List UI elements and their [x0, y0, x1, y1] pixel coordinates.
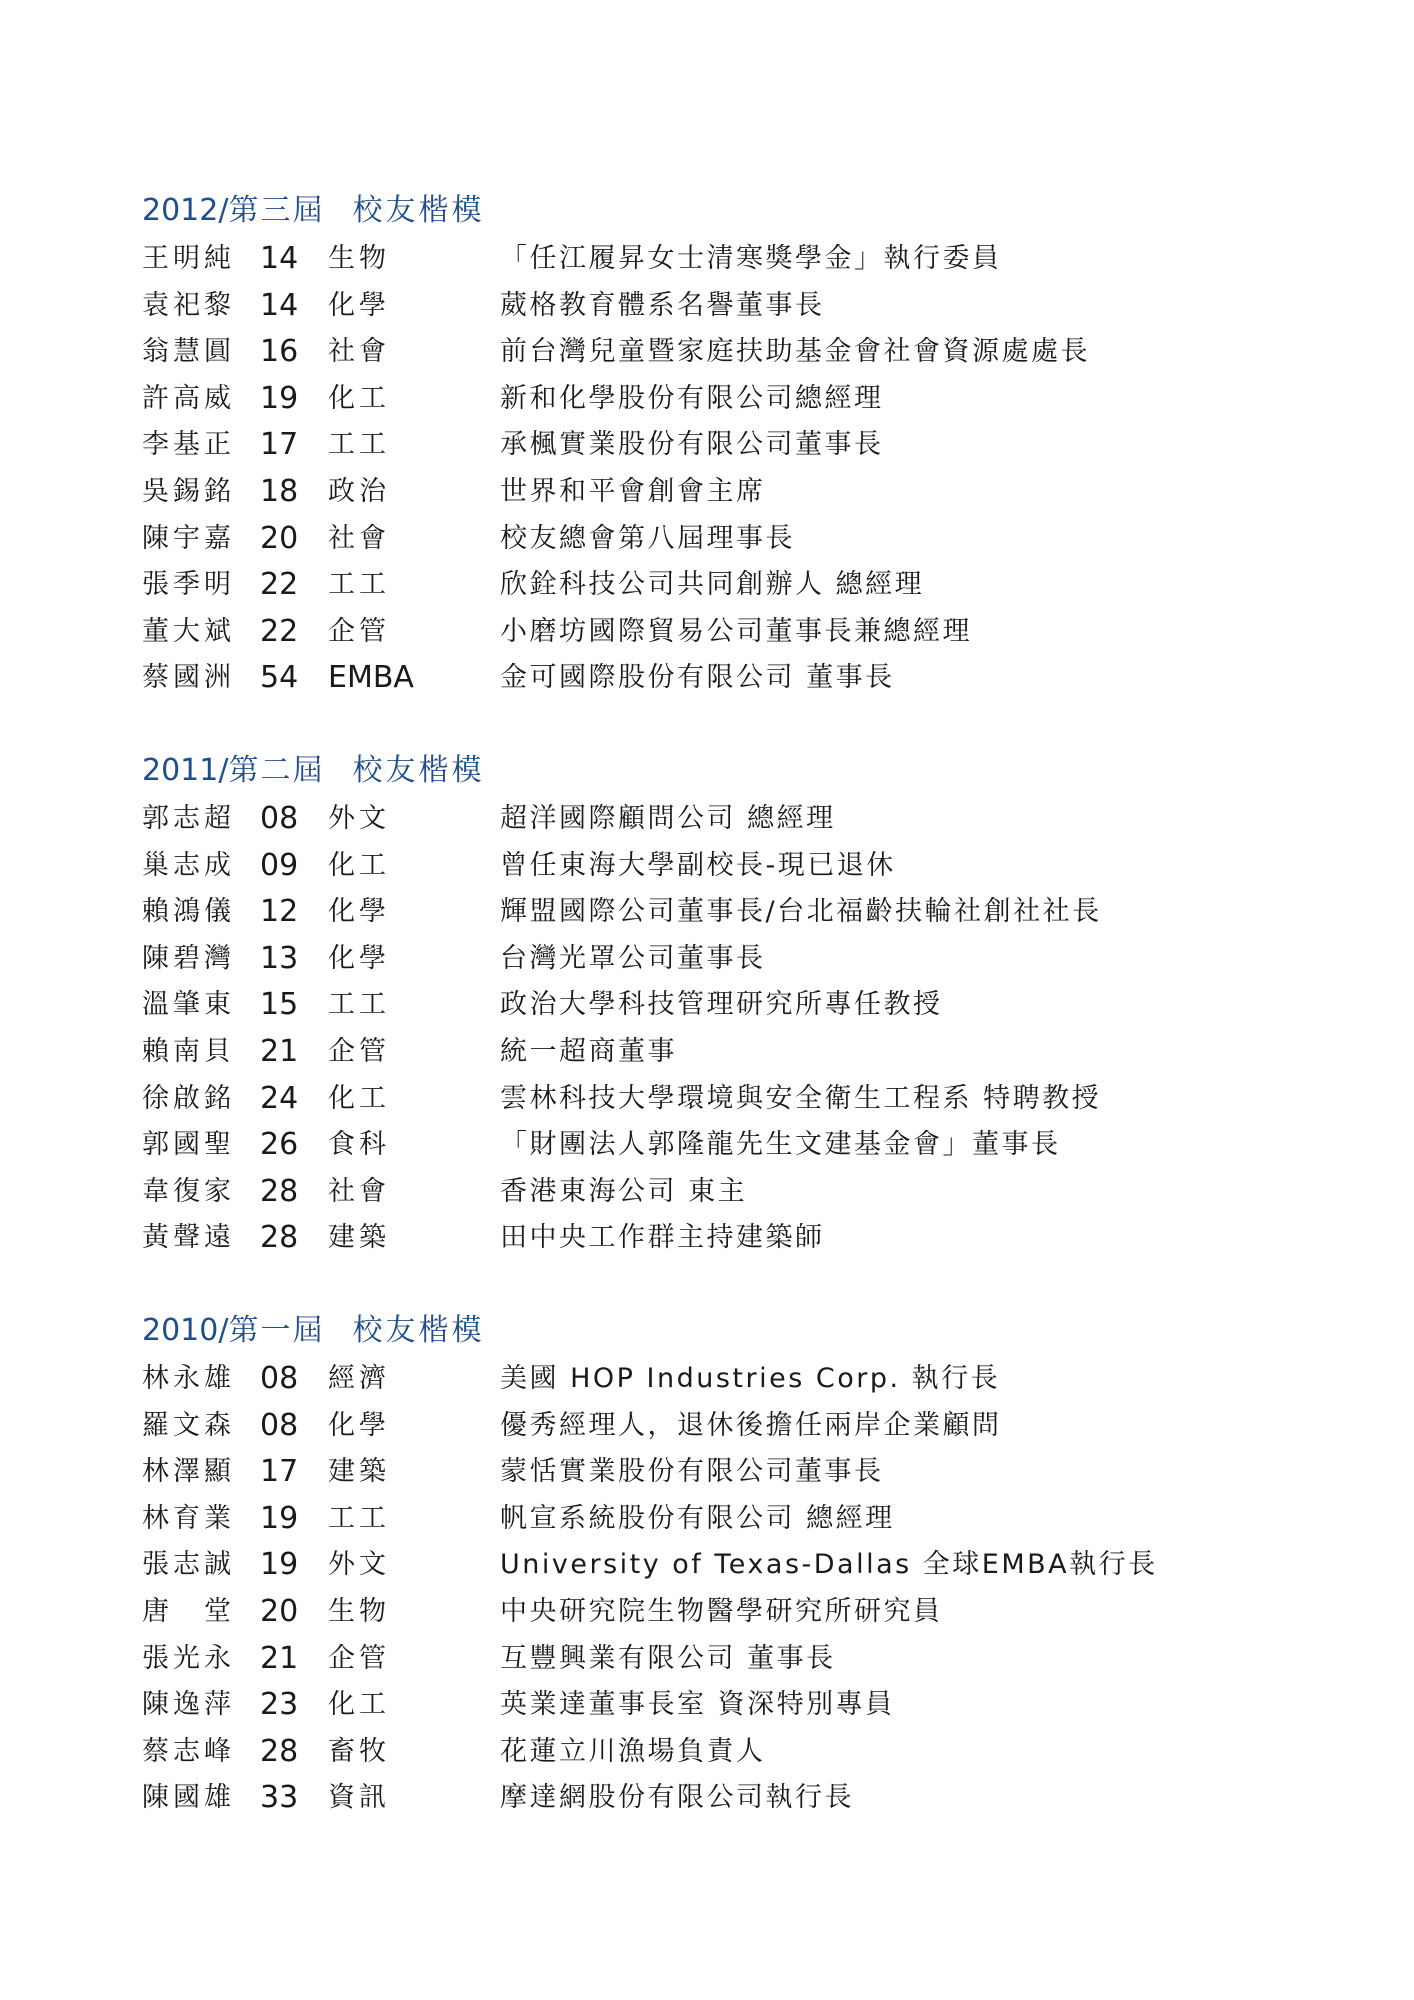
alumni-department: 企管 — [328, 1642, 390, 1674]
alumni-row — [142, 283, 1292, 330]
alumni-row — [142, 796, 1292, 843]
alumni-title: 承楓實業股份有限公司董事長 — [500, 429, 884, 461]
alumni-name: 郭國聖 — [142, 1129, 235, 1161]
alumni-name: 張志誠 — [142, 1549, 235, 1581]
alumni-name: 林永雄 — [142, 1363, 235, 1394]
alumni-department: 社會 — [328, 522, 390, 554]
alumni-list — [142, 1356, 1292, 1822]
alumni-class-number: 21 — [260, 1640, 299, 1676]
alumni-department: 政治 — [328, 475, 390, 507]
alumni-class-number: 33 — [260, 1780, 299, 1816]
alumni-class-number: 15 — [260, 987, 299, 1023]
section-year: 2012/ — [142, 193, 229, 228]
alumni-title: 香港東海公司 東主 — [500, 1175, 748, 1207]
section-title: 校友楷模 — [352, 193, 485, 228]
section-year: 2010/ — [142, 1313, 229, 1348]
alumni-row — [142, 1449, 1292, 1496]
alumni-row — [142, 376, 1292, 423]
alumni-row — [142, 1076, 1292, 1123]
alumni-row — [142, 1122, 1292, 1169]
section-heading — [142, 746, 1292, 796]
alumni-row — [142, 1682, 1292, 1729]
alumni-title: 台灣光罩公司董事長 — [500, 942, 766, 974]
alumni-class-number: 19 — [260, 1547, 299, 1583]
alumni-department: 化工 — [328, 1082, 390, 1114]
alumni-name: 韋復家 — [142, 1175, 235, 1207]
alumni-department: 社會 — [328, 336, 390, 368]
alumni-name: 陳逸萍 — [142, 1689, 235, 1721]
alumni-row — [142, 1496, 1292, 1543]
alumni-department: EMBA — [328, 660, 414, 696]
alumni-class-number: 08 — [260, 1407, 299, 1443]
alumni-row — [142, 1542, 1292, 1589]
alumni-department: 生物 — [328, 1595, 390, 1627]
section-heading — [142, 1306, 1292, 1356]
alumni-name: 賴鴻儀 — [142, 896, 235, 928]
alumni-row — [142, 655, 1292, 702]
alumni-class-number: 28 — [260, 1220, 299, 1256]
alumni-name: 溫肇東 — [142, 989, 235, 1021]
alumni-title: 帆宣系統股份有限公司 總經理 — [500, 1502, 895, 1534]
alumni-row — [142, 1729, 1292, 1776]
alumni-title: 葳格教育體系名譽董事長 — [500, 289, 825, 321]
alumni-class-number: 54 — [260, 660, 299, 696]
alumni-department: 資訊 — [328, 1782, 390, 1814]
alumni-name: 董大斌 — [142, 615, 235, 647]
alumni-row — [142, 329, 1292, 376]
alumni-class-number: 20 — [260, 1593, 299, 1629]
section-year: 2011/ — [142, 753, 229, 788]
alumni-title: 美國 HOP Industries Corp. 執行長 — [500, 1363, 1001, 1394]
alumni-name: 唐 堂 — [142, 1595, 235, 1627]
alumni-department: 經濟 — [328, 1363, 390, 1394]
alumni-name: 賴南貝 — [142, 1035, 235, 1067]
alumni-name: 徐啟銘 — [142, 1082, 235, 1114]
alumni-title: 蒙恬實業股份有限公司董事長 — [500, 1456, 884, 1488]
alumni-row — [142, 1215, 1292, 1262]
alumni-name: 張季明 — [142, 569, 235, 601]
alumni-name: 陳碧灣 — [142, 942, 235, 974]
alumni-title: 政治大學科技管理研究所專任教授 — [500, 989, 943, 1021]
alumni-row — [142, 1589, 1292, 1636]
alumni-name: 許高威 — [142, 382, 235, 414]
alumni-class-number: 19 — [260, 1500, 299, 1536]
alumni-name: 蔡志峰 — [142, 1735, 235, 1767]
alumni-department: 工工 — [328, 429, 390, 461]
alumni-name: 巢志成 — [142, 849, 235, 881]
alumni-name: 李基正 — [142, 429, 235, 461]
alumni-department: 化工 — [328, 1689, 390, 1721]
alumni-row — [142, 843, 1292, 890]
alumni-class-number: 08 — [260, 801, 299, 836]
alumni-title: 世界和平會創會主席 — [500, 475, 766, 507]
alumni-department: 化工 — [328, 849, 390, 881]
alumni-name: 張光永 — [142, 1642, 235, 1674]
alumni-row — [142, 422, 1292, 469]
alumni-row — [142, 936, 1292, 983]
alumni-class-number: 19 — [260, 380, 299, 416]
alumni-row — [142, 1356, 1292, 1403]
alumni-title: 新和化學股份有限公司總經理 — [500, 382, 884, 414]
alumni-list — [142, 236, 1292, 702]
alumni-name: 黃聲遠 — [142, 1222, 235, 1254]
alumni-title: University of Texas-Dallas 全球EMBA執行長 — [500, 1549, 1158, 1581]
alumni-title: 欣銓科技公司共同創辦人 總經理 — [500, 569, 925, 601]
section-title: 校友楷模 — [352, 1313, 485, 1348]
alumni-department: 工工 — [328, 989, 390, 1021]
alumni-title: 摩達網股份有限公司執行長 — [500, 1782, 854, 1814]
alumni-name: 蔡國洲 — [142, 662, 235, 694]
section-title: 校友楷模 — [352, 753, 485, 788]
alumni-row — [142, 562, 1292, 609]
section-2010 — [142, 1306, 1292, 1822]
alumni-department: 化學 — [328, 1409, 390, 1441]
section-heading — [142, 186, 1292, 236]
alumni-row — [142, 1403, 1292, 1450]
alumni-row — [142, 1169, 1292, 1216]
alumni-row — [142, 1775, 1292, 1822]
alumni-class-number: 09 — [260, 847, 299, 883]
section-2012 — [142, 186, 1292, 702]
alumni-name: 陳宇嘉 — [142, 522, 235, 554]
alumni-class-number: 18 — [260, 473, 299, 509]
alumni-title: 超洋國際顧問公司 總經理 — [500, 803, 836, 834]
alumni-title: 優秀經理人，退休後擔任兩岸企業顧問 — [500, 1409, 1002, 1441]
alumni-name: 羅文森 — [142, 1409, 235, 1441]
alumni-title: 「任江履昇女士清寒獎學金」執行委員 — [500, 243, 1002, 274]
alumni-class-number: 12 — [260, 894, 299, 930]
alumni-class-number: 13 — [260, 940, 299, 976]
alumni-row — [142, 1029, 1292, 1076]
alumni-name: 吳錫銘 — [142, 475, 235, 507]
alumni-class-number: 14 — [260, 287, 299, 323]
alumni-title: 花蓮立川漁場負責人 — [500, 1735, 766, 1767]
alumni-class-number: 14 — [260, 241, 299, 276]
alumni-title: 曾任東海大學副校長-現已退休 — [500, 849, 896, 881]
alumni-department: 生物 — [328, 243, 390, 274]
alumni-title: 金可國際股份有限公司 董事長 — [500, 662, 895, 694]
alumni-class-number: 28 — [260, 1173, 299, 1209]
alumni-title: 統一超商董事 — [500, 1035, 677, 1067]
alumni-department: 化學 — [328, 942, 390, 974]
alumni-title: 中央研究院生物醫學研究所研究員 — [500, 1595, 943, 1627]
alumni-row — [142, 889, 1292, 936]
alumni-department: 畜牧 — [328, 1735, 390, 1767]
alumni-department: 食科 — [328, 1129, 390, 1161]
alumni-class-number: 08 — [260, 1361, 299, 1396]
alumni-class-number: 28 — [260, 1733, 299, 1769]
alumni-row — [142, 236, 1292, 283]
alumni-class-number: 20 — [260, 520, 299, 556]
alumni-department: 建築 — [328, 1222, 390, 1254]
alumni-title: 「財團法人郭隆龍先生文建基金會」董事長 — [500, 1129, 1061, 1161]
alumni-department: 建築 — [328, 1456, 390, 1488]
alumni-department: 化學 — [328, 896, 390, 928]
alumni-title: 小磨坊國際貿易公司董事長兼總經理 — [500, 615, 972, 647]
section-session: 第三屆 — [228, 193, 325, 228]
alumni-department: 企管 — [328, 1035, 390, 1067]
alumni-row — [142, 1636, 1292, 1683]
alumni-class-number: 17 — [260, 1454, 299, 1490]
alumni-class-number: 24 — [260, 1080, 299, 1116]
alumni-class-number: 16 — [260, 334, 299, 370]
section-session: 第一屆 — [228, 1313, 325, 1348]
alumni-title: 校友總會第八屆理事長 — [500, 522, 795, 554]
alumni-name: 袁祀黎 — [142, 289, 235, 321]
alumni-name: 翁慧圓 — [142, 336, 235, 368]
alumni-title: 田中央工作群主持建築師 — [500, 1222, 825, 1254]
section-session: 第二屆 — [228, 753, 325, 788]
alumni-class-number: 26 — [260, 1127, 299, 1163]
alumni-list — [142, 796, 1292, 1262]
alumni-class-number: 22 — [260, 613, 299, 649]
alumni-name: 陳國雄 — [142, 1782, 235, 1814]
alumni-department: 工工 — [328, 569, 390, 601]
alumni-class-number: 22 — [260, 567, 299, 603]
alumni-title: 輝盟國際公司董事長/台北福齡扶輪社創社社長 — [500, 896, 1102, 928]
alumni-name: 林育業 — [142, 1502, 235, 1534]
alumni-name: 王明純 — [142, 243, 235, 274]
alumni-row — [142, 469, 1292, 516]
alumni-title: 英業達董事長室 資深特別專員 — [500, 1689, 895, 1721]
alumni-department: 社會 — [328, 1175, 390, 1207]
alumni-class-number: 23 — [260, 1687, 299, 1723]
alumni-title: 互豐興業有限公司 董事長 — [500, 1642, 836, 1674]
alumni-title: 雲林科技大學環境與安全衛生工程系 特聘教授 — [500, 1082, 1102, 1114]
alumni-department: 外文 — [328, 803, 390, 834]
alumni-department: 化學 — [328, 289, 390, 321]
alumni-department: 化工 — [328, 382, 390, 414]
alumni-name: 郭志超 — [142, 803, 235, 834]
alumni-name: 林澤顯 — [142, 1456, 235, 1488]
alumni-department: 企管 — [328, 615, 390, 647]
alumni-row — [142, 982, 1292, 1029]
alumni-class-number: 21 — [260, 1033, 299, 1069]
alumni-title: 前台灣兒童暨家庭扶助基金會社會資源處處長 — [500, 336, 1090, 368]
alumni-row — [142, 609, 1292, 656]
alumni-department: 工工 — [328, 1502, 390, 1534]
alumni-row — [142, 516, 1292, 563]
alumni-class-number: 17 — [260, 427, 299, 463]
alumni-department: 外文 — [328, 1549, 390, 1581]
section-2011 — [142, 746, 1292, 1262]
